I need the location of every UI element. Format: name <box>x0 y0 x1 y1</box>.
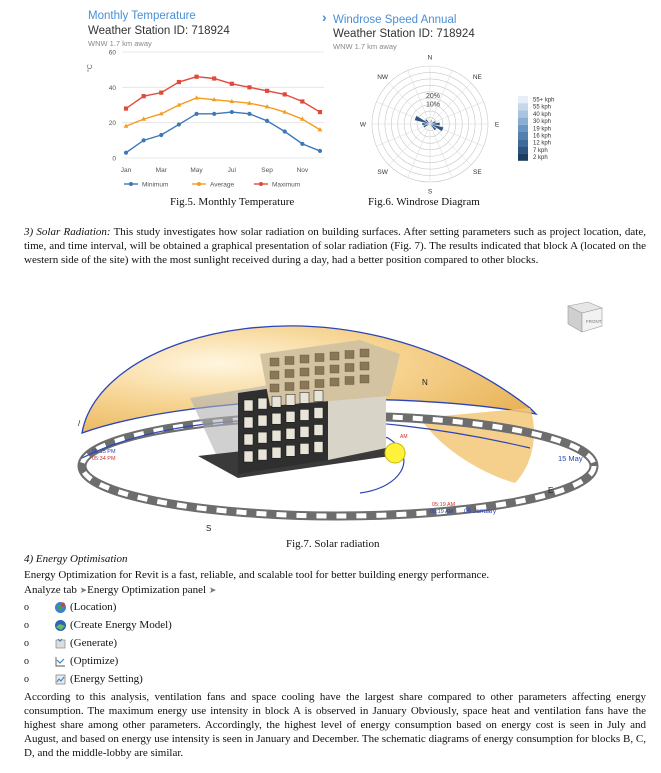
data-point <box>177 122 181 126</box>
list-bullet: o <box>24 619 29 631</box>
data-point <box>265 119 269 123</box>
arrow-right-icon: ➤ <box>79 585 88 595</box>
speed-legend-swatch <box>518 154 528 161</box>
steps-list <box>24 598 172 688</box>
list-item <box>24 634 172 652</box>
speed-legend-label: 2 kph <box>533 155 548 162</box>
solar-radiation-figure <box>60 288 620 536</box>
building-window-upper <box>330 378 339 386</box>
windrose-ring-label: 20% <box>426 93 441 100</box>
time-label-left-1: 05:15 PM <box>92 449 116 455</box>
chevron-right-icon: › <box>322 9 327 25</box>
windrose-direction-label: SE <box>473 168 482 176</box>
data-point <box>318 110 322 114</box>
section-4-intro: Energy Optimization for Revit is a fast, reliable, and scalable tool for better building energy performance. <box>24 569 490 581</box>
building-window-upper <box>270 384 279 392</box>
windrose-spoke <box>430 124 471 165</box>
building-window-upper <box>330 365 339 373</box>
generate-icon <box>54 637 67 650</box>
step-energy-setting-label: (Energy Setting) <box>70 673 143 685</box>
building-window-upper <box>345 351 354 359</box>
building-window-upper <box>315 367 324 375</box>
section-3-paragraph <box>24 225 646 267</box>
speed-legend-label: 19 kph <box>533 126 552 133</box>
fig6-caption: Fig.6. Windrose Diagram <box>368 196 480 208</box>
time-label-mid: AM <box>400 434 408 440</box>
compass-s: S <box>206 524 212 533</box>
windrose-ring-label: 10% <box>426 101 441 109</box>
fig5-title: Monthly Temperature <box>88 10 196 22</box>
compass-w: / <box>78 419 81 428</box>
building-window <box>244 400 253 411</box>
building-window <box>272 447 281 458</box>
speed-legend-swatch <box>518 103 528 110</box>
data-point <box>212 76 216 80</box>
analyze-tab-label: Analyze tab <box>24 584 77 596</box>
legend-label: Average <box>210 181 235 189</box>
building-window <box>244 417 253 428</box>
date-label-january: 05 January <box>464 508 497 515</box>
building-window-upper <box>300 368 309 376</box>
globe-icon <box>54 601 67 614</box>
sun-icon <box>385 443 405 463</box>
date-label-may: 15 May <box>558 454 583 463</box>
view-cube-icon <box>568 302 602 332</box>
x-tick-label: May <box>190 167 203 174</box>
data-point <box>283 129 287 133</box>
x-tick-label: Jul <box>227 167 236 174</box>
legend-label: Maximum <box>272 181 301 189</box>
windrose-direction-label: NW <box>377 74 389 82</box>
building-window-upper <box>315 354 324 362</box>
building-window-upper <box>360 349 369 357</box>
step-optimize-label: (Optimize) <box>70 655 119 667</box>
windrose-spoke <box>389 124 430 165</box>
time-label-left-2: 05:34 PM <box>92 456 116 462</box>
list-item <box>24 652 172 670</box>
building-window <box>300 443 309 454</box>
speed-legend-label: 30 kph <box>533 119 552 126</box>
speed-legend-label: 55+ kph <box>533 97 555 104</box>
data-point <box>124 106 128 110</box>
data-point <box>247 112 251 116</box>
monthly-temperature-chart <box>84 44 324 188</box>
fig5-caption: Fig.5. Monthly Temperature <box>170 196 295 208</box>
data-point <box>265 89 269 93</box>
data-point <box>124 151 128 155</box>
view-cube-label: FRONT <box>586 319 602 324</box>
y-tick-label: 40 <box>108 84 116 92</box>
fig7-caption: Fig.7. Solar radiation <box>286 538 380 550</box>
time-label-bottom-1: 05:19 AM <box>432 502 456 508</box>
series-line-minimum <box>126 112 320 153</box>
speed-legend-swatch <box>518 96 528 103</box>
energy-panel-label: Energy Optimization panel <box>87 584 207 596</box>
x-tick-label: Sep <box>261 167 273 174</box>
y-tick-label: 60 <box>108 49 116 57</box>
x-tick-label: Mar <box>155 167 167 174</box>
building-window-upper <box>285 383 294 391</box>
x-tick-label: Jan <box>120 167 132 174</box>
time-label-bottom-2: 05:19 AM <box>430 509 454 515</box>
building-window <box>272 413 281 424</box>
windrose-direction-label: W <box>359 121 367 129</box>
building-window <box>272 396 281 407</box>
building-window <box>286 394 295 405</box>
series-line-maximum <box>126 77 320 112</box>
data-point <box>177 80 181 84</box>
data-point <box>194 75 198 79</box>
building-window-upper <box>285 357 294 365</box>
list-bullet: o <box>24 655 29 667</box>
building-window <box>314 391 323 402</box>
building-window <box>244 434 253 445</box>
building-window <box>286 428 295 439</box>
building-window <box>258 449 267 460</box>
y-tick-label: 20 <box>108 120 116 128</box>
data-point <box>142 94 146 98</box>
legend-marker <box>259 182 263 186</box>
menu-path <box>24 584 216 596</box>
data-point <box>159 133 163 137</box>
building-window <box>258 415 267 426</box>
data-point <box>300 99 304 103</box>
speed-legend-label: 55 kph <box>533 104 552 111</box>
speed-legend-swatch <box>518 132 528 139</box>
building-window-upper <box>270 371 279 379</box>
compass-e: E <box>548 486 554 495</box>
list-item <box>24 670 172 688</box>
fig6-station: Weather Station ID: 718924 <box>333 28 475 40</box>
data-point <box>159 91 163 95</box>
data-point <box>230 110 234 114</box>
building-window <box>244 451 253 462</box>
building-window-upper <box>360 362 369 370</box>
list-bullet: o <box>24 601 29 613</box>
windrose-direction-label: NE <box>472 74 482 82</box>
windrose-direction-label: E <box>494 121 500 129</box>
data-point <box>142 138 146 142</box>
building-window-upper <box>270 358 279 366</box>
building-window <box>300 426 309 437</box>
legend-marker <box>197 182 201 186</box>
speed-legend-swatch <box>518 146 528 153</box>
data-point <box>230 82 234 86</box>
step-create-energy-model-label: (Create Energy Model) <box>70 619 172 631</box>
speed-legend-swatch <box>518 118 528 125</box>
building-window-upper <box>285 370 294 378</box>
data-point <box>300 142 304 146</box>
data-point <box>283 92 287 96</box>
step-generate-label: (Generate) <box>70 637 118 649</box>
energy-setting-icon <box>54 673 67 686</box>
building-window <box>300 409 309 420</box>
building-window <box>258 398 267 409</box>
speed-legend-swatch <box>518 110 528 117</box>
building-window <box>300 392 309 403</box>
y-tick-label: 0 <box>112 155 116 163</box>
data-point <box>212 112 216 116</box>
conclusion-paragraph <box>24 690 646 760</box>
section-3-text: This study investigates how solar radiation on building surfaces. After setting parameters such as project location, date, time, and time interval, will be obtained a graphical presentation of solar radiation (Fig. 7). The results indicated that block A (located on the western side of the site) with the most sunlight received during a day, had a better position compared to other blocks. <box>24 226 646 266</box>
fig6-distance: WNW 1.7 km away <box>333 42 397 51</box>
building-window-upper <box>345 364 354 372</box>
energy-model-icon <box>54 619 67 632</box>
building-window-upper <box>300 355 309 363</box>
section-4-heading: 4) Energy Optimisation <box>24 553 128 565</box>
data-point <box>318 149 322 153</box>
building-window-upper <box>330 352 339 360</box>
speed-legend-swatch <box>518 139 528 146</box>
y-unit-label: °C <box>87 64 94 72</box>
windrose-direction-label: N <box>427 54 433 62</box>
building-window-upper <box>300 381 309 389</box>
windrose-spoke <box>389 83 430 124</box>
data-point <box>194 112 198 116</box>
fig5-distance: WNW 1.7 km away <box>88 39 152 48</box>
building-window <box>314 425 323 436</box>
compass-n: N <box>422 378 428 387</box>
fig6-title: Windrose Speed Annual <box>333 14 457 26</box>
speed-legend-label: 16 kph <box>533 133 552 140</box>
fig5-station: Weather Station ID: 718924 <box>88 25 230 37</box>
building-window <box>272 430 281 441</box>
section-3-heading: 3) Solar Radiation: <box>24 226 111 238</box>
step-location-label: (Location) <box>70 601 117 613</box>
data-point <box>247 85 251 89</box>
speed-legend-label: 12 kph <box>533 140 552 147</box>
building-window <box>286 445 295 456</box>
list-item <box>24 598 172 616</box>
windrose-diagram <box>340 54 570 196</box>
arrow-right-icon: ➤ <box>208 585 217 595</box>
legend-marker <box>129 182 133 186</box>
building-window-upper <box>315 380 324 388</box>
building-window <box>286 411 295 422</box>
speed-legend-label: 40 kph <box>533 111 552 118</box>
building-window <box>314 442 323 453</box>
list-bullet: o <box>24 637 29 649</box>
list-bullet: o <box>24 673 29 685</box>
building-window-upper <box>360 375 369 383</box>
list-item <box>24 616 172 634</box>
windrose-direction-label: S <box>427 188 433 196</box>
building-window <box>314 408 323 419</box>
legend-label: Minimum <box>142 181 169 189</box>
building-window <box>258 432 267 443</box>
conclusion-text: According to this analysis, ventilation fans and space cooling have the largest share compared to other parameters affecting energy consumption. The maximum energy use intensity in block A is observed in January Obviously, space heat and ventilation fans have the highest share among other parameters. Accordingly, the highest level of energy consumption based on energy cost is seen in July and August, and based on energy use intensity is seen in January and December. The schematic diagrams of energy consumption for blocks B, C, D, and the middle-lobby are similar. <box>24 691 646 759</box>
optimize-icon <box>54 655 67 668</box>
speed-legend-label: 7 kph <box>533 147 548 154</box>
series-line-average <box>126 98 320 130</box>
speed-legend-swatch <box>518 125 528 132</box>
building-window-upper <box>345 377 354 385</box>
windrose-direction-label: SW <box>377 168 388 176</box>
x-tick-label: Nov <box>296 167 309 174</box>
